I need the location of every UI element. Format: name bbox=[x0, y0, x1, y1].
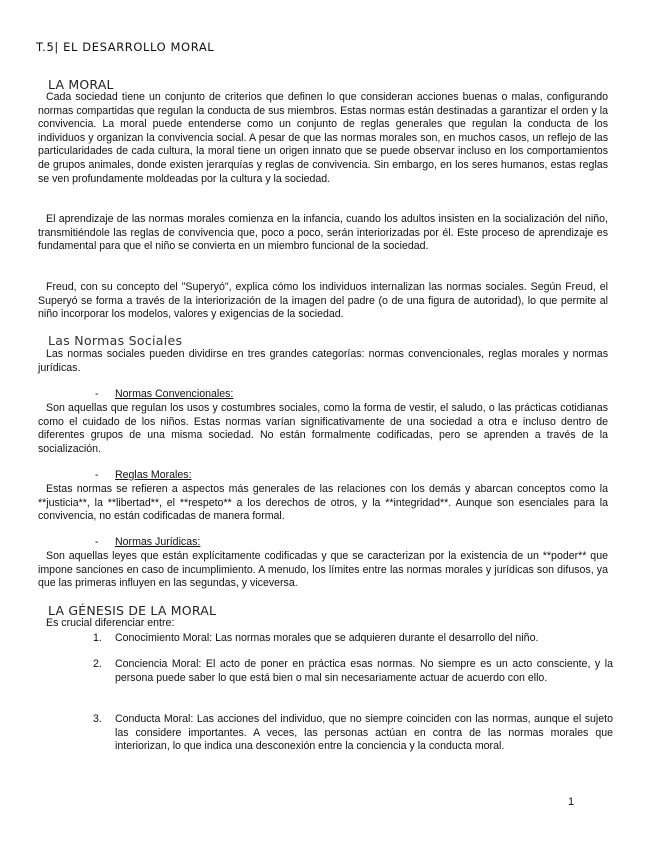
section-heading-normas-sociales: Las Normas Sociales bbox=[48, 333, 183, 348]
list-item bbox=[93, 658, 613, 685]
paragraph-normas-convencionales: Son aquellas que regulan los usos y costumbres sociales, como la forma de vestir, el saludo, o las prácticas cotidianas como el cuidado de los niños. Estas normas varían significativamente de una sociedad a otra e incluso dentro de diferentes grupos de una misma sociedad. No están formalmente codificadas, pero se aprenden a través de la socialización. bbox=[38, 402, 608, 455]
subheading-normas-juridicas bbox=[95, 536, 200, 548]
paragraph-moral-3: Freud, con su concepto del "Superyó", explica cómo los individuos internalizan las normas sociales. Según Freud, el Superyó se forma a través de la interiorización de la imagen del padre (o de una figura de autoridad), lo que permite al niño incorporar los modelos, valores y exigencias de la sociedad. bbox=[38, 281, 608, 321]
list-number: 1. bbox=[93, 632, 102, 644]
list-number: 2. bbox=[93, 658, 102, 670]
subheading-label: Normas Convencionales: bbox=[115, 388, 234, 400]
subheading-label: Normas Jurídicas: bbox=[115, 536, 201, 548]
section-heading-genesis: LA GÉNESIS DE LA MORAL bbox=[48, 603, 217, 618]
list-item-text: Conocimiento Moral: Las normas morales que se adquieren durante el desarrollo del niño. bbox=[115, 632, 539, 644]
document-title: T.5| EL DESARROLLO MORAL bbox=[36, 40, 215, 54]
subheading-label: Reglas Morales: bbox=[115, 469, 192, 481]
paragraph-reglas-morales: Estas normas se refieren a aspectos más generales de las relaciones con los demás y abarcan conceptos como la **justicia**, la **libertad**, el **respeto** a los derechos de otros, y la **integridad**. Aunque son esenciales para la convivencia, no están codificadas de manera formal. bbox=[38, 483, 608, 523]
section-heading-la-moral: LA MORAL bbox=[48, 77, 114, 92]
list-item bbox=[93, 632, 613, 646]
genesis-intro: Es crucial diferenciar entre: bbox=[46, 617, 175, 629]
page-number: 1 bbox=[568, 796, 575, 808]
list-dash: - bbox=[95, 469, 99, 481]
list-number: 3. bbox=[93, 713, 102, 725]
list-item-text: Conciencia Moral: El acto de poner en práctica esas normas. No siempre es un acto consciente, y la persona puede saber lo que está bien o mal sin necesariamente actuar de acuerdo con ello. bbox=[115, 658, 613, 684]
list-item bbox=[93, 713, 613, 754]
subheading-normas-convencionales bbox=[95, 388, 233, 400]
paragraph-normas-juridicas: Son aquellas leyes que están explícitamente codificadas y que se caracterizan por la existencia de un **poder** que impone sanciones en caso de incumplimiento. A menudo, los límites entre las normas morales y jurídicas son difusos, ya que las primeras influyen en las segundas, y viceversa. bbox=[38, 550, 608, 590]
list-dash: - bbox=[95, 536, 99, 548]
list-item-text: Conducta Moral: Las acciones del individuo, que no siempre coinciden con las normas, aunque el sujeto las considere importantes. A veces, las personas actúan en contra de las normas morales que interiorizan, lo que indica una desconexión entre la conciencia y la conducta moral. bbox=[115, 713, 613, 753]
subheading-reglas-morales bbox=[95, 469, 192, 481]
list-dash: - bbox=[95, 388, 99, 400]
paragraph-moral-1: Cada sociedad tiene un conjunto de criterios que definen lo que consideran acciones buenas o malas, configurando normas compartidas que regulan la conducta de sus miembros. Estas normas están destinadas a garantizar el orden y la convivencia. La moral puede entenderse como un conjunto de reglas generales que regulan la conducta de los individuos y organizan la convivencia social. A pesar de que las normas morales son, en muchos casos, un reflejo de las particularidades de cada cultura, la moral tiene un origen innato que se puede observar incluso en los comportamientos de grupos animales, donde existen jerarquías y reglas de convivencia. Sin embargo, en los seres humanos, estas reglas se ven profundamente moldeadas por la cultura y la sociedad. bbox=[38, 91, 608, 185]
paragraph-normas-intro: Las normas sociales pueden dividirse en tres grandes categorías: normas convencionales, reglas morales y normas jurídicas. bbox=[38, 348, 608, 374]
paragraph-moral-2: El aprendizaje de las normas morales comienza en la infancia, cuando los adultos insisten en la socialización del niño, transmitiéndole las reglas de convivencia que, poco a poco, serán interiorizadas por él. Este proceso de aprendizaje es fundamental para que el niño se convierta en un miembro funcional de la sociedad. bbox=[38, 213, 608, 253]
